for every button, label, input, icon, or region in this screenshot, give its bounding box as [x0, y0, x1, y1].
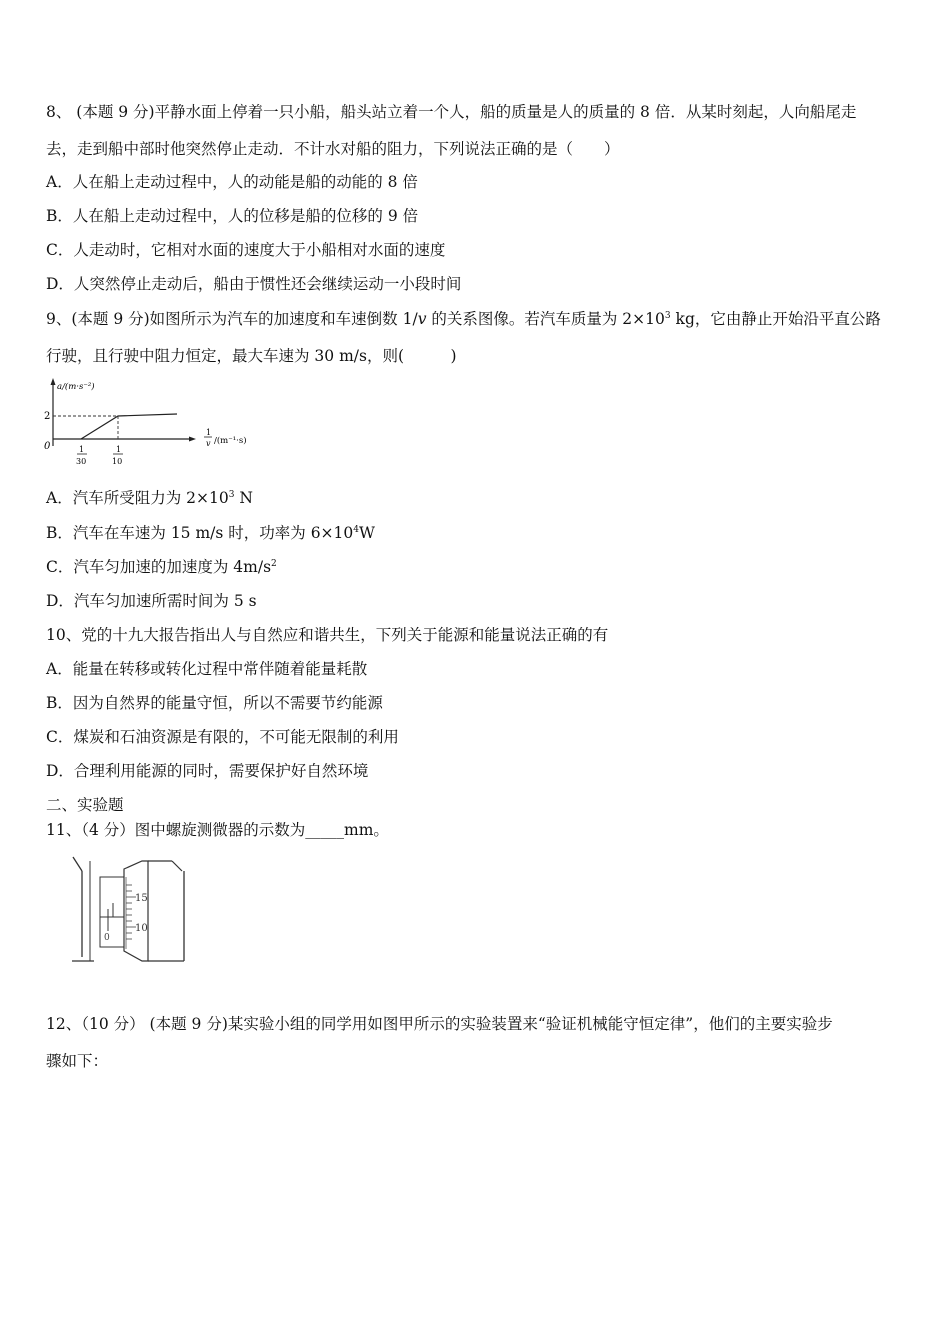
q9-option-a [46, 487, 253, 509]
graph-x-tick2-den: 10 [112, 457, 123, 466]
micrometer-scale-15: 15 [135, 893, 148, 904]
q9-option-b-exp: 4 [353, 524, 360, 535]
graph-x-tick2-num: 1 [116, 445, 122, 454]
micrometer-right-corner [172, 861, 182, 871]
q8-option-a: A．人在船上走动过程中，人的动能是船的动能的 8 倍 [46, 173, 418, 191]
micrometer-frame-top-left [73, 857, 82, 871]
q9-option-a-unit: N [234, 489, 253, 507]
q10-option-a: A．能量在转移或转化过程中常伴随着能量耗散 [46, 660, 368, 678]
q10-stem: 10、党的十九大报告指出人与自然应和谐共生，下列关于能源和能量说法正确的有 [46, 626, 609, 644]
graph-origin: 0 [44, 441, 51, 452]
q9-option-d [46, 590, 257, 612]
q9-option-b-unit: W [359, 524, 375, 542]
micrometer-sleeve-zero: 0 [104, 933, 110, 943]
q10-option-c: C．煤炭和石油资源是有限的，不可能无限制的利用 [46, 728, 399, 746]
q9-stem-part2: 的关系图像。若汽车质量为 2×10 [426, 310, 665, 328]
graph-y-tick-2: 2 [44, 411, 51, 422]
q8-stem-line1: 8、 (本题 9 分)平静水面上停着一只小船，船头站立着一个人，船的质量是人的质量的 8 倍．从某时刻起，人向船尾走 [46, 103, 857, 121]
q8-option-c: C．人走动时，它相对水面的速度大于小船相对水面的速度 [46, 241, 446, 259]
q12-stem-line2: 骤如下： [46, 1052, 109, 1070]
q8-stem-line2: 去，走到船中部时他突然停止走动．不计水对船的阻力，下列说法正确的是（ ） [46, 140, 620, 158]
graph-x-tick1-den: 30 [76, 457, 87, 466]
q9-option-a-exp: 3 [228, 489, 235, 500]
q9-option-b-text: B．汽车在车速为 15 m/s 时，功率为 6×10 [46, 524, 354, 542]
q9-stem-exponent: 3 [664, 310, 671, 321]
q9-option-a-text: A．汽车所受阻力为 2×10 [46, 489, 229, 507]
graph-y-label: a/(m·s⁻²) [57, 382, 95, 392]
q9-option-c [46, 556, 277, 578]
micrometer-scale-10: 10 [135, 923, 148, 934]
q9-stem-part3: kg，它由静止开始沿平直公路 [670, 310, 881, 328]
graph-x-label-den: v [206, 439, 211, 448]
section-heading-experiment: 二、实验题 [46, 796, 124, 814]
q9-stem-part1: 9、(本题 9 分)如图所示为汽车的加速度和车速倒数 1/ [46, 310, 418, 328]
q11-stem: 11、（4 分）图中螺旋测微器的示数为_____mm。 [46, 821, 389, 839]
graph-x-label-unit: /(m⁻¹·s) [214, 436, 247, 446]
graph-x-label-num: 1 [206, 428, 212, 437]
micrometer-thimble [124, 861, 148, 961]
q9-stem-line2: 行驶，且行驶中阻力恒定，最大车速为 30 m/s，则( ) [46, 347, 457, 365]
q8-option-d: D．人突然停止走动后，船由于惯性还会继续运动一小段时间 [46, 275, 462, 293]
q9-option-c-exp: 2 [271, 558, 277, 569]
q9-option-d-text: D．汽车匀加速所需时间为 5 s [46, 592, 257, 610]
q11-micrometer-drawing [68, 855, 192, 967]
graph-x-tick1-num: 1 [79, 445, 85, 454]
q9-option-b [46, 522, 375, 544]
q10-option-b: B．因为自然界的能量守恒，所以不需要节约能源 [46, 694, 383, 712]
q9-option-c-text: C．汽车匀加速的加速度为 4m/s [46, 558, 272, 576]
q9-stem-v: v [417, 310, 427, 328]
q12-stem-line1: 12、（10 分） (本题 9 分)某实验小组的同学用如图甲所示的实验装置来“验证机械能守恒定律”，他们的主要实验步 [46, 1015, 833, 1033]
q9-stem-line1 [46, 308, 881, 330]
q10-option-d: D．合理利用能源的同时，需要保护好自然环境 [46, 762, 369, 780]
q9-acceleration-graph [40, 376, 270, 472]
graph-data-line [81, 414, 177, 439]
graph-y-arrow [51, 378, 56, 385]
graph-x-arrow [189, 437, 196, 442]
q8-option-b: B．人在船上走动过程中，人的位移是船的位移的 9 倍 [46, 207, 419, 225]
